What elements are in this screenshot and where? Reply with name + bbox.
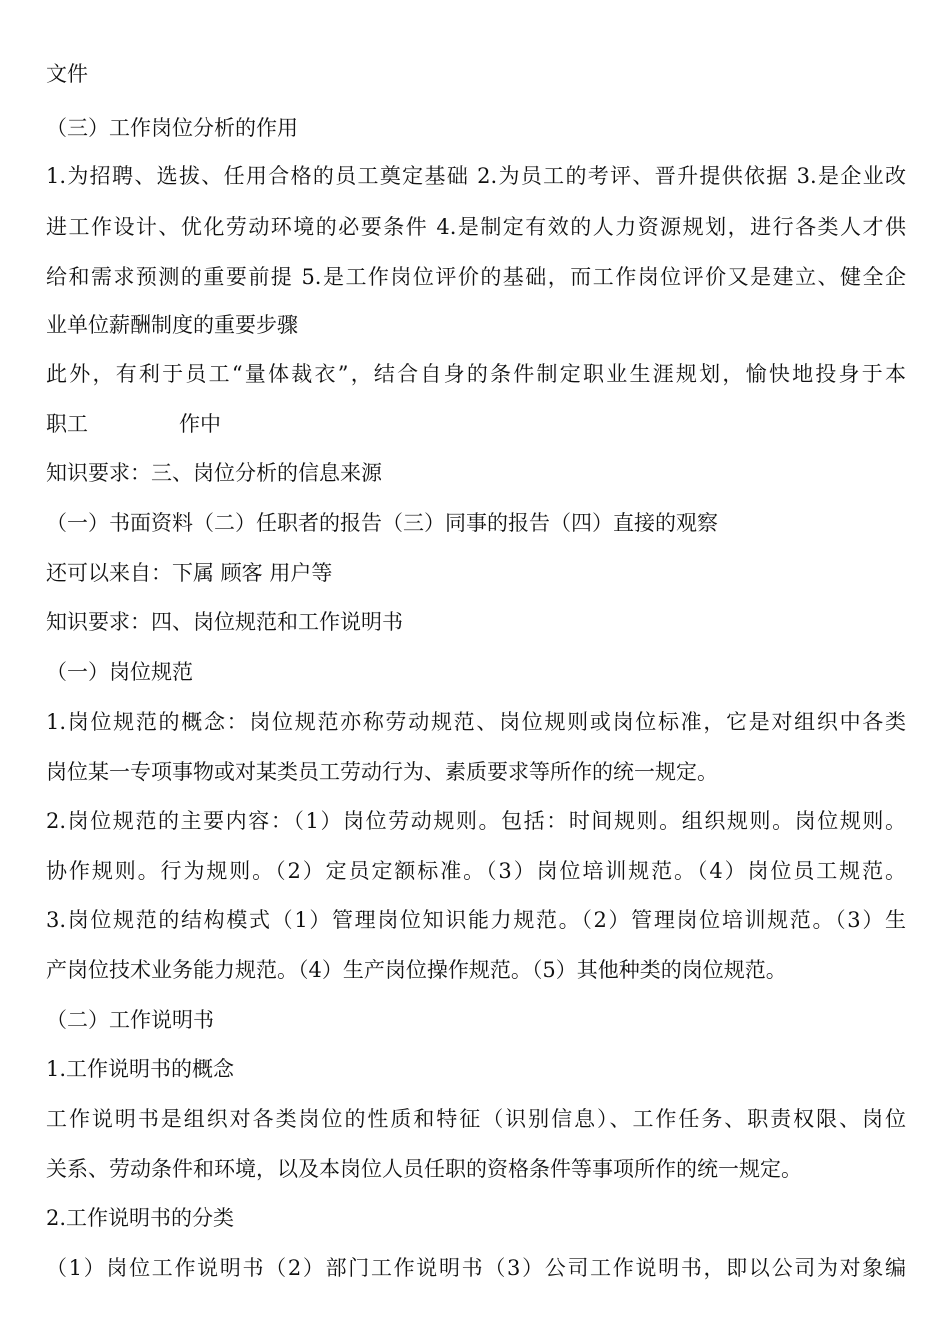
paragraph-line: 1.为招聘、选拔、任用合格的员工奠定基础 2.为员工的考评、晋升提供依据 3.是企业改 xyxy=(46,164,906,188)
paragraph-line: 协作规则。行为规则。（2）定员定额标准。（3）岗位培训规范。（4）岗位员工规范。 xyxy=(46,859,906,883)
knowledge-heading: 知识要求：四、岗位规范和工作说明书 xyxy=(46,610,403,634)
section-heading: （二）工作说明书 xyxy=(46,1008,214,1032)
text-line: 文件 xyxy=(46,62,88,86)
section-heading: （三）工作岗位分析的作用 xyxy=(46,116,298,140)
subheading: 2.工作说明书的分类 xyxy=(46,1206,235,1230)
split-text-right: 作中 xyxy=(179,412,221,436)
paragraph-line: 1.岗位规范的概念：岗位规范亦称劳动规范、岗位规则或岗位标准，它是对组织中各类 xyxy=(46,710,906,734)
list-line: （一）书面资料（二）任职者的报告（三）同事的报告（四）直接的观察 xyxy=(46,511,718,535)
split-text-left: 职工 xyxy=(46,412,88,436)
paragraph-line: 给和需求预测的重要前提 5.是工作岗位评价的基础，而工作岗位评价又是建立、健全企 xyxy=(46,265,906,289)
paragraph-line: 工作说明书是组织对各类岗位的性质和特征（识别信息）、工作任务、职责权限、岗位 xyxy=(46,1107,906,1131)
paragraph-line: 此外，有利于员工“量体裁衣”，结合自身的条件制定职业生涯规划，愉快地投身于本 xyxy=(46,362,906,386)
subheading: 1.工作说明书的概念 xyxy=(46,1057,235,1081)
paragraph-line: 2.岗位规范的主要内容：（1）岗位劳动规则。包括：时间规则。组织规则。岗位规则。 xyxy=(46,809,906,833)
section-heading: （一）岗位规范 xyxy=(46,660,193,684)
paragraph-line: 产岗位技术业务能力规范。（4）生产岗位操作规范。（5）其他种类的岗位规范。 xyxy=(46,958,787,982)
paragraph-line: 业单位薪酬制度的重要步骤 xyxy=(46,313,298,337)
text-line: 还可以来自：下属 顾客 用户等 xyxy=(46,561,333,585)
paragraph-line: 进工作设计、优化劳动环境的必要条件 4.是制定有效的人力资源规划，进行各类人才供 xyxy=(46,215,906,239)
paragraph-line: 岗位某一专项事物或对某类员工劳动行为、素质要求等所作的统一规定。 xyxy=(46,760,718,784)
paragraph-line: 关系、劳动条件和环境，以及本岗位人员任职的资格条件等事项所作的统一规定。 xyxy=(46,1157,802,1181)
paragraph-line: 3.岗位规范的结构模式（1）管理岗位知识能力规范。（2）管理岗位培训规范。（3）生 xyxy=(46,908,906,932)
paragraph-line: （1）岗位工作说明书（2）部门工作说明书（3）公司工作说明书，即以公司为对象编 xyxy=(46,1256,906,1280)
knowledge-heading: 知识要求：三、岗位分析的信息来源 xyxy=(46,461,382,485)
